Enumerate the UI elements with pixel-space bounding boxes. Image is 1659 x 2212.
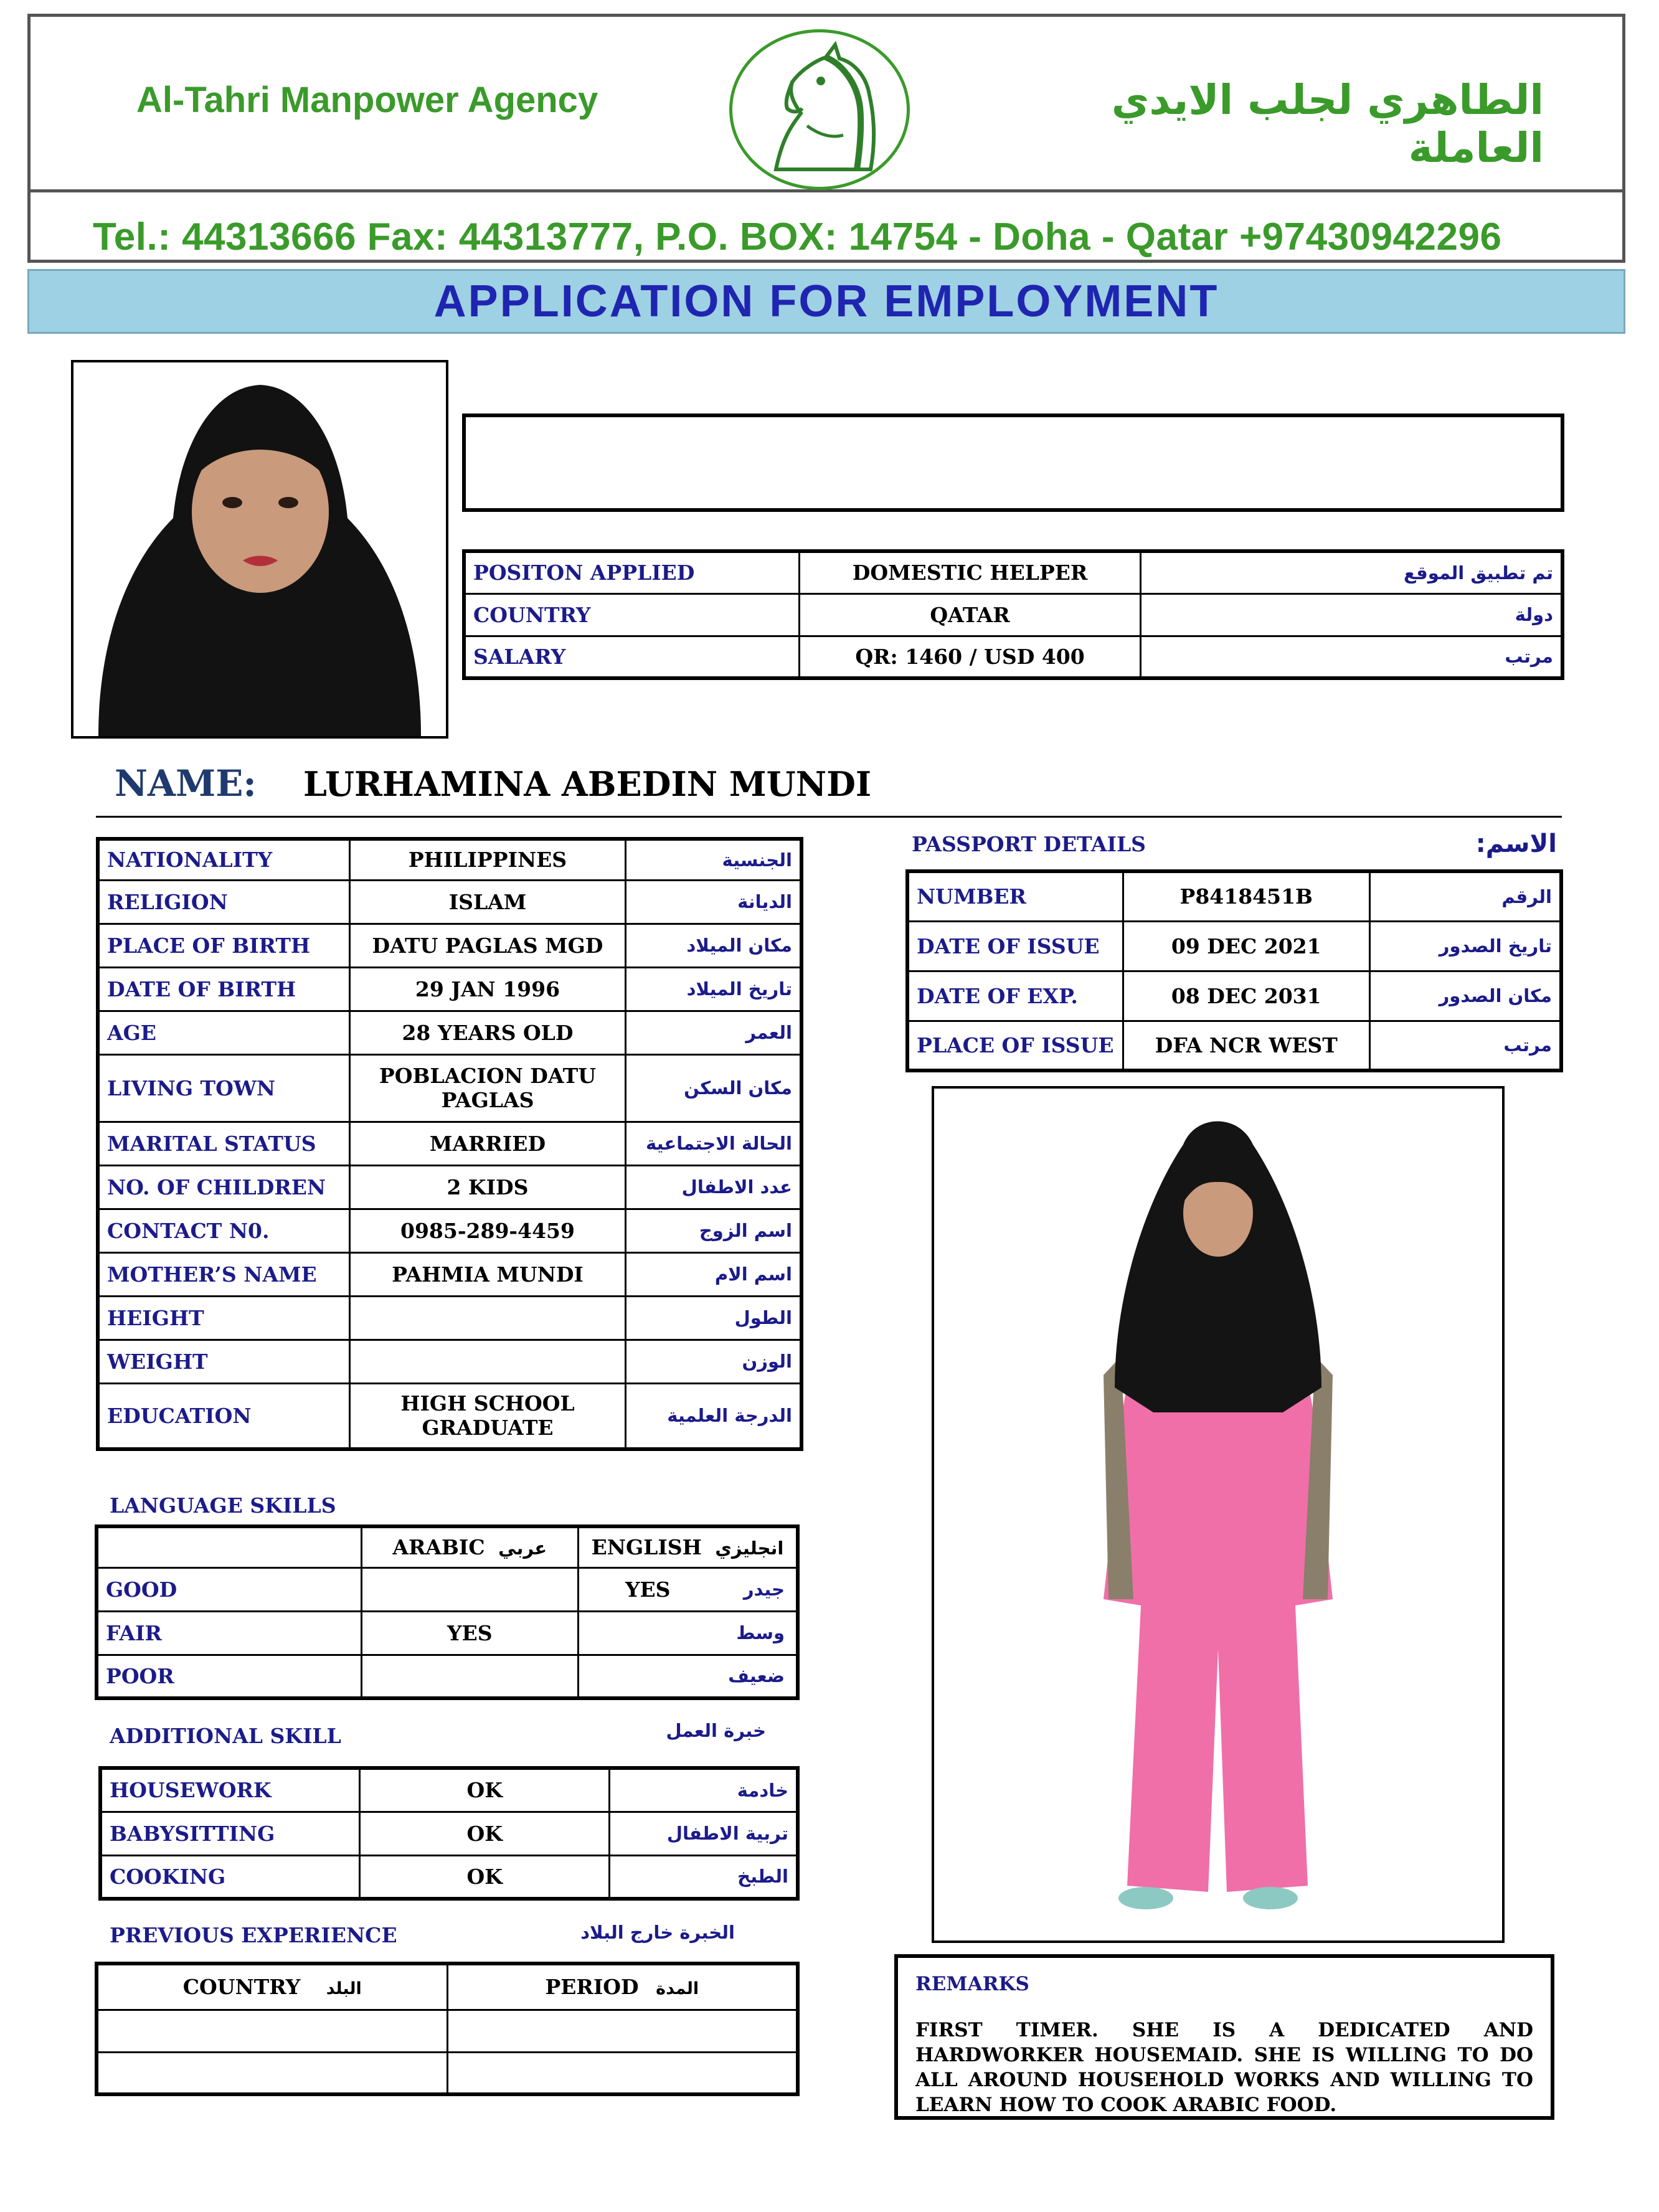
personal-row: [98, 1054, 801, 1122]
arabic-header: [361, 1526, 578, 1567]
language-header-row: [97, 1526, 798, 1567]
passport-value: P8418451B: [1123, 871, 1369, 921]
field-value: 29 JAN 1996: [349, 967, 625, 1011]
skill-value: OK: [360, 1855, 610, 1899]
field-label-ar: العمر: [626, 1011, 801, 1054]
passport-title: PASSPORT DETAILS: [912, 832, 1146, 856]
passport-label: PLACE OF ISSUE: [907, 1021, 1123, 1071]
field-label: EDUCATION: [98, 1383, 349, 1449]
country-header: [97, 1964, 447, 2010]
field-label: MOTHER’S NAME: [98, 1252, 349, 1296]
horse-head-logo-icon: [729, 29, 910, 190]
period-header-ar: المدة: [656, 1979, 699, 1999]
field-label-ar: الجنسية: [626, 839, 801, 880]
language-row: [97, 1611, 798, 1655]
field-value: 28 YEARS OLD: [349, 1011, 625, 1054]
field-label-ar: الوزن: [626, 1340, 801, 1383]
period-header: [447, 1964, 798, 2010]
field-value: QATAR: [799, 593, 1140, 636]
passport-value: 09 DEC 2021: [1123, 921, 1369, 971]
field-label: COUNTRY: [464, 593, 799, 636]
field-value: HIGH SCHOOL GRADUATE: [349, 1383, 625, 1449]
name-label-ar: الاسم:: [1475, 830, 1557, 858]
field-label-ar: مرتب: [1141, 636, 1562, 678]
remarks-text: FIRST TIMER. SHE IS A DEDICATED AND HARDWORKER HOUSEMAID. SHE IS WILLING TO DO ALL AROUND HOUSEHOLD WORKS AND WILLING TO LEARN HOW TO COOK ARABIC FOOD.: [915, 2019, 1533, 2116]
field-label: NO. OF CHILDREN: [98, 1165, 349, 1209]
field-value: 0985-289-4459: [349, 1209, 625, 1252]
passport-row: [907, 971, 1561, 1021]
english-level-value: [578, 1655, 798, 1698]
skill-label-ar: تربية الاطفال: [610, 1812, 798, 1855]
personal-details-table: [96, 837, 803, 1451]
field-value: [349, 1296, 625, 1340]
personal-row: [98, 1209, 801, 1252]
arabic-level-value: [361, 1567, 578, 1611]
passport-table: [905, 869, 1563, 1072]
language-header-empty: [97, 1526, 361, 1567]
english-header-ar: انجليزي: [715, 1538, 784, 1559]
country-header-ar: البلد: [326, 1979, 362, 1999]
language-row: [97, 1567, 798, 1611]
passport-value: DFA NCR WEST: [1123, 1021, 1369, 1071]
field-value: PAHMIA MUNDI: [349, 1252, 625, 1296]
previous-experience-title-ar: الخبرة خارج البلاد: [580, 1922, 735, 1943]
language-level: POOR: [97, 1655, 361, 1698]
additional-skill-title-ar: خبرة العمل: [666, 1720, 766, 1741]
title-banner: [27, 269, 1625, 334]
passport-label: DATE OF EXP.: [907, 971, 1123, 1021]
language-skills-title: LANGUAGE SKILLS: [110, 1493, 336, 1518]
field-label: RELIGION: [98, 880, 349, 924]
field-label: DATE OF BIRTH: [98, 967, 349, 1011]
passport-label-ar: الرقم: [1369, 871, 1561, 921]
english-level-value: YES: [625, 1577, 671, 1602]
skill-label: COOKING: [100, 1855, 360, 1899]
experience-country: [97, 2010, 447, 2052]
english-level-value: [578, 1567, 798, 1611]
skill-row: [100, 1812, 798, 1855]
personal-row: [98, 1165, 801, 1209]
arabic-header-label: ARABIC: [392, 1535, 485, 1560]
personal-row: [98, 1011, 801, 1054]
skill-label-ar: خادمة: [610, 1768, 798, 1812]
position-row: [464, 593, 1562, 636]
field-value: 2 KIDS: [349, 1165, 625, 1209]
field-label-ar: الحالة الاجتماعية: [626, 1122, 801, 1165]
passport-row: [907, 871, 1561, 921]
personal-row: [98, 924, 801, 967]
language-level-ar: وسط: [736, 1622, 785, 1643]
passport-label-ar: مكان الصدور: [1369, 971, 1561, 1021]
position-row: [464, 551, 1562, 593]
name-label: NAME:: [115, 762, 257, 805]
position-row: [464, 636, 1562, 678]
field-value: MARRIED: [349, 1122, 625, 1165]
agency-name-en: Al-Tahri Manpower Agency: [136, 80, 598, 120]
field-label: PLACE OF BIRTH: [98, 924, 349, 967]
skill-value: OK: [360, 1768, 610, 1812]
skill-label: HOUSEWORK: [100, 1768, 360, 1812]
english-header-label: ENGLISH: [591, 1535, 702, 1560]
contact-line: Tel.: 44313666 Fax: 44313777, P.O. BOX: 14754 - Doha - Qatar +97430942296: [93, 215, 1502, 258]
personal-row: [98, 1252, 801, 1296]
skill-row: [100, 1768, 798, 1812]
language-skills-table: [95, 1524, 800, 1700]
arabic-level-value: YES: [361, 1611, 578, 1655]
applicant-name: LURHAMINA ABEDIN MUNDI: [303, 764, 872, 804]
field-label: LIVING TOWN: [98, 1054, 349, 1122]
letterhead-top: [31, 17, 1622, 192]
passport-label-ar: تاريخ الصدور: [1369, 921, 1561, 971]
previous-experience-title: PREVIOUS EXPERIENCE: [110, 1923, 397, 1947]
skill-row: [100, 1855, 798, 1899]
skill-value: OK: [360, 1812, 610, 1855]
field-label: CONTACT N0.: [98, 1209, 349, 1252]
personal-row: [98, 1122, 801, 1165]
passport-row: [907, 1021, 1561, 1071]
field-label-ar: مكان الميلاد: [626, 924, 801, 967]
personal-row: [98, 1383, 801, 1449]
english-level-value: [578, 1611, 798, 1655]
field-value: DOMESTIC HELPER: [799, 551, 1140, 593]
personal-row: [98, 1296, 801, 1340]
field-label-ar: مكان السكن: [626, 1054, 801, 1122]
arabic-header-ar: عربي: [498, 1538, 547, 1559]
arabic-level-value: [361, 1655, 578, 1698]
language-level: FAIR: [97, 1611, 361, 1655]
field-label: POSITON APPLIED: [464, 551, 799, 593]
passport-label-ar: مرتب: [1369, 1021, 1561, 1071]
personal-row: [98, 839, 801, 880]
field-value: [349, 1340, 625, 1383]
skill-label-ar: الطبخ: [610, 1855, 798, 1899]
additional-skill-title: ADDITIONAL SKILL: [110, 1724, 341, 1748]
passport-label: DATE OF ISSUE: [907, 921, 1123, 971]
field-label: SALARY: [464, 636, 799, 678]
remarks-box: [894, 1954, 1554, 2120]
field-label-ar: اسم الام: [626, 1252, 801, 1296]
field-value: POBLACION DATU PAGLAS: [349, 1054, 625, 1122]
field-label: MARITAL STATUS: [98, 1122, 349, 1165]
field-label-ar: عدد الاطفال: [626, 1165, 801, 1209]
previous-experience-table: [95, 1962, 800, 2096]
remarks-title: REMARKS: [915, 1973, 1029, 1995]
passport-row: [907, 921, 1561, 971]
country-header-label: COUNTRY: [182, 1975, 301, 2000]
passport-label: NUMBER: [907, 871, 1123, 921]
language-level-ar: جيدر: [743, 1579, 785, 1600]
field-label: NATIONALITY: [98, 839, 349, 880]
language-level: GOOD: [97, 1567, 361, 1611]
period-header-label: PERIOD: [545, 1975, 639, 2000]
field-value: PHILIPPINES: [349, 839, 625, 880]
personal-row: [98, 967, 801, 1011]
field-label: HEIGHT: [98, 1296, 349, 1340]
name-divider: [96, 816, 1562, 818]
field-label-ar: تم تطبيق الموقع: [1141, 551, 1562, 593]
letterhead: [27, 14, 1625, 263]
field-label-ar: الدرجة العلمية: [626, 1383, 801, 1449]
language-level-ar: ضعيف: [728, 1665, 785, 1687]
additional-skill-table: [98, 1766, 800, 1901]
name-row: [115, 762, 871, 805]
position-table: [462, 549, 1564, 680]
field-value: DATU PAGLAS MGD: [349, 924, 625, 967]
experience-country: [97, 2052, 447, 2094]
field-label-ar: دولة: [1141, 593, 1562, 636]
experience-period: [447, 2010, 798, 2052]
personal-row: [98, 1340, 801, 1383]
field-value: ISLAM: [349, 880, 625, 924]
full-body-photo: [932, 1086, 1505, 1943]
field-label-ar: الطول: [626, 1296, 801, 1340]
field-label-ar: اسم الزوج: [626, 1209, 801, 1252]
field-value: QR: 1460 / USD 400: [799, 636, 1140, 678]
page-title: APPLICATION FOR EMPLOYMENT: [433, 276, 1219, 326]
agency-name-ar: الطاهري لجلب الايدي العاملة: [1111, 76, 1544, 172]
field-label: WEIGHT: [98, 1340, 349, 1383]
blank-field-box: [462, 414, 1564, 512]
english-header: [578, 1526, 798, 1567]
field-label: AGE: [98, 1011, 349, 1054]
passport-value: 08 DEC 2031: [1123, 971, 1369, 1021]
language-row: [97, 1655, 798, 1698]
portrait-photo: [71, 360, 448, 739]
experience-row: [97, 2052, 798, 2094]
personal-row: [98, 880, 801, 924]
experience-period: [447, 2052, 798, 2094]
skill-label: BABYSITTING: [100, 1812, 360, 1855]
experience-row: [97, 2010, 798, 2052]
experience-header-row: [97, 1964, 798, 2010]
field-label-ar: الديانة: [626, 880, 801, 924]
field-label-ar: تاريخ الميلاد: [626, 967, 801, 1011]
